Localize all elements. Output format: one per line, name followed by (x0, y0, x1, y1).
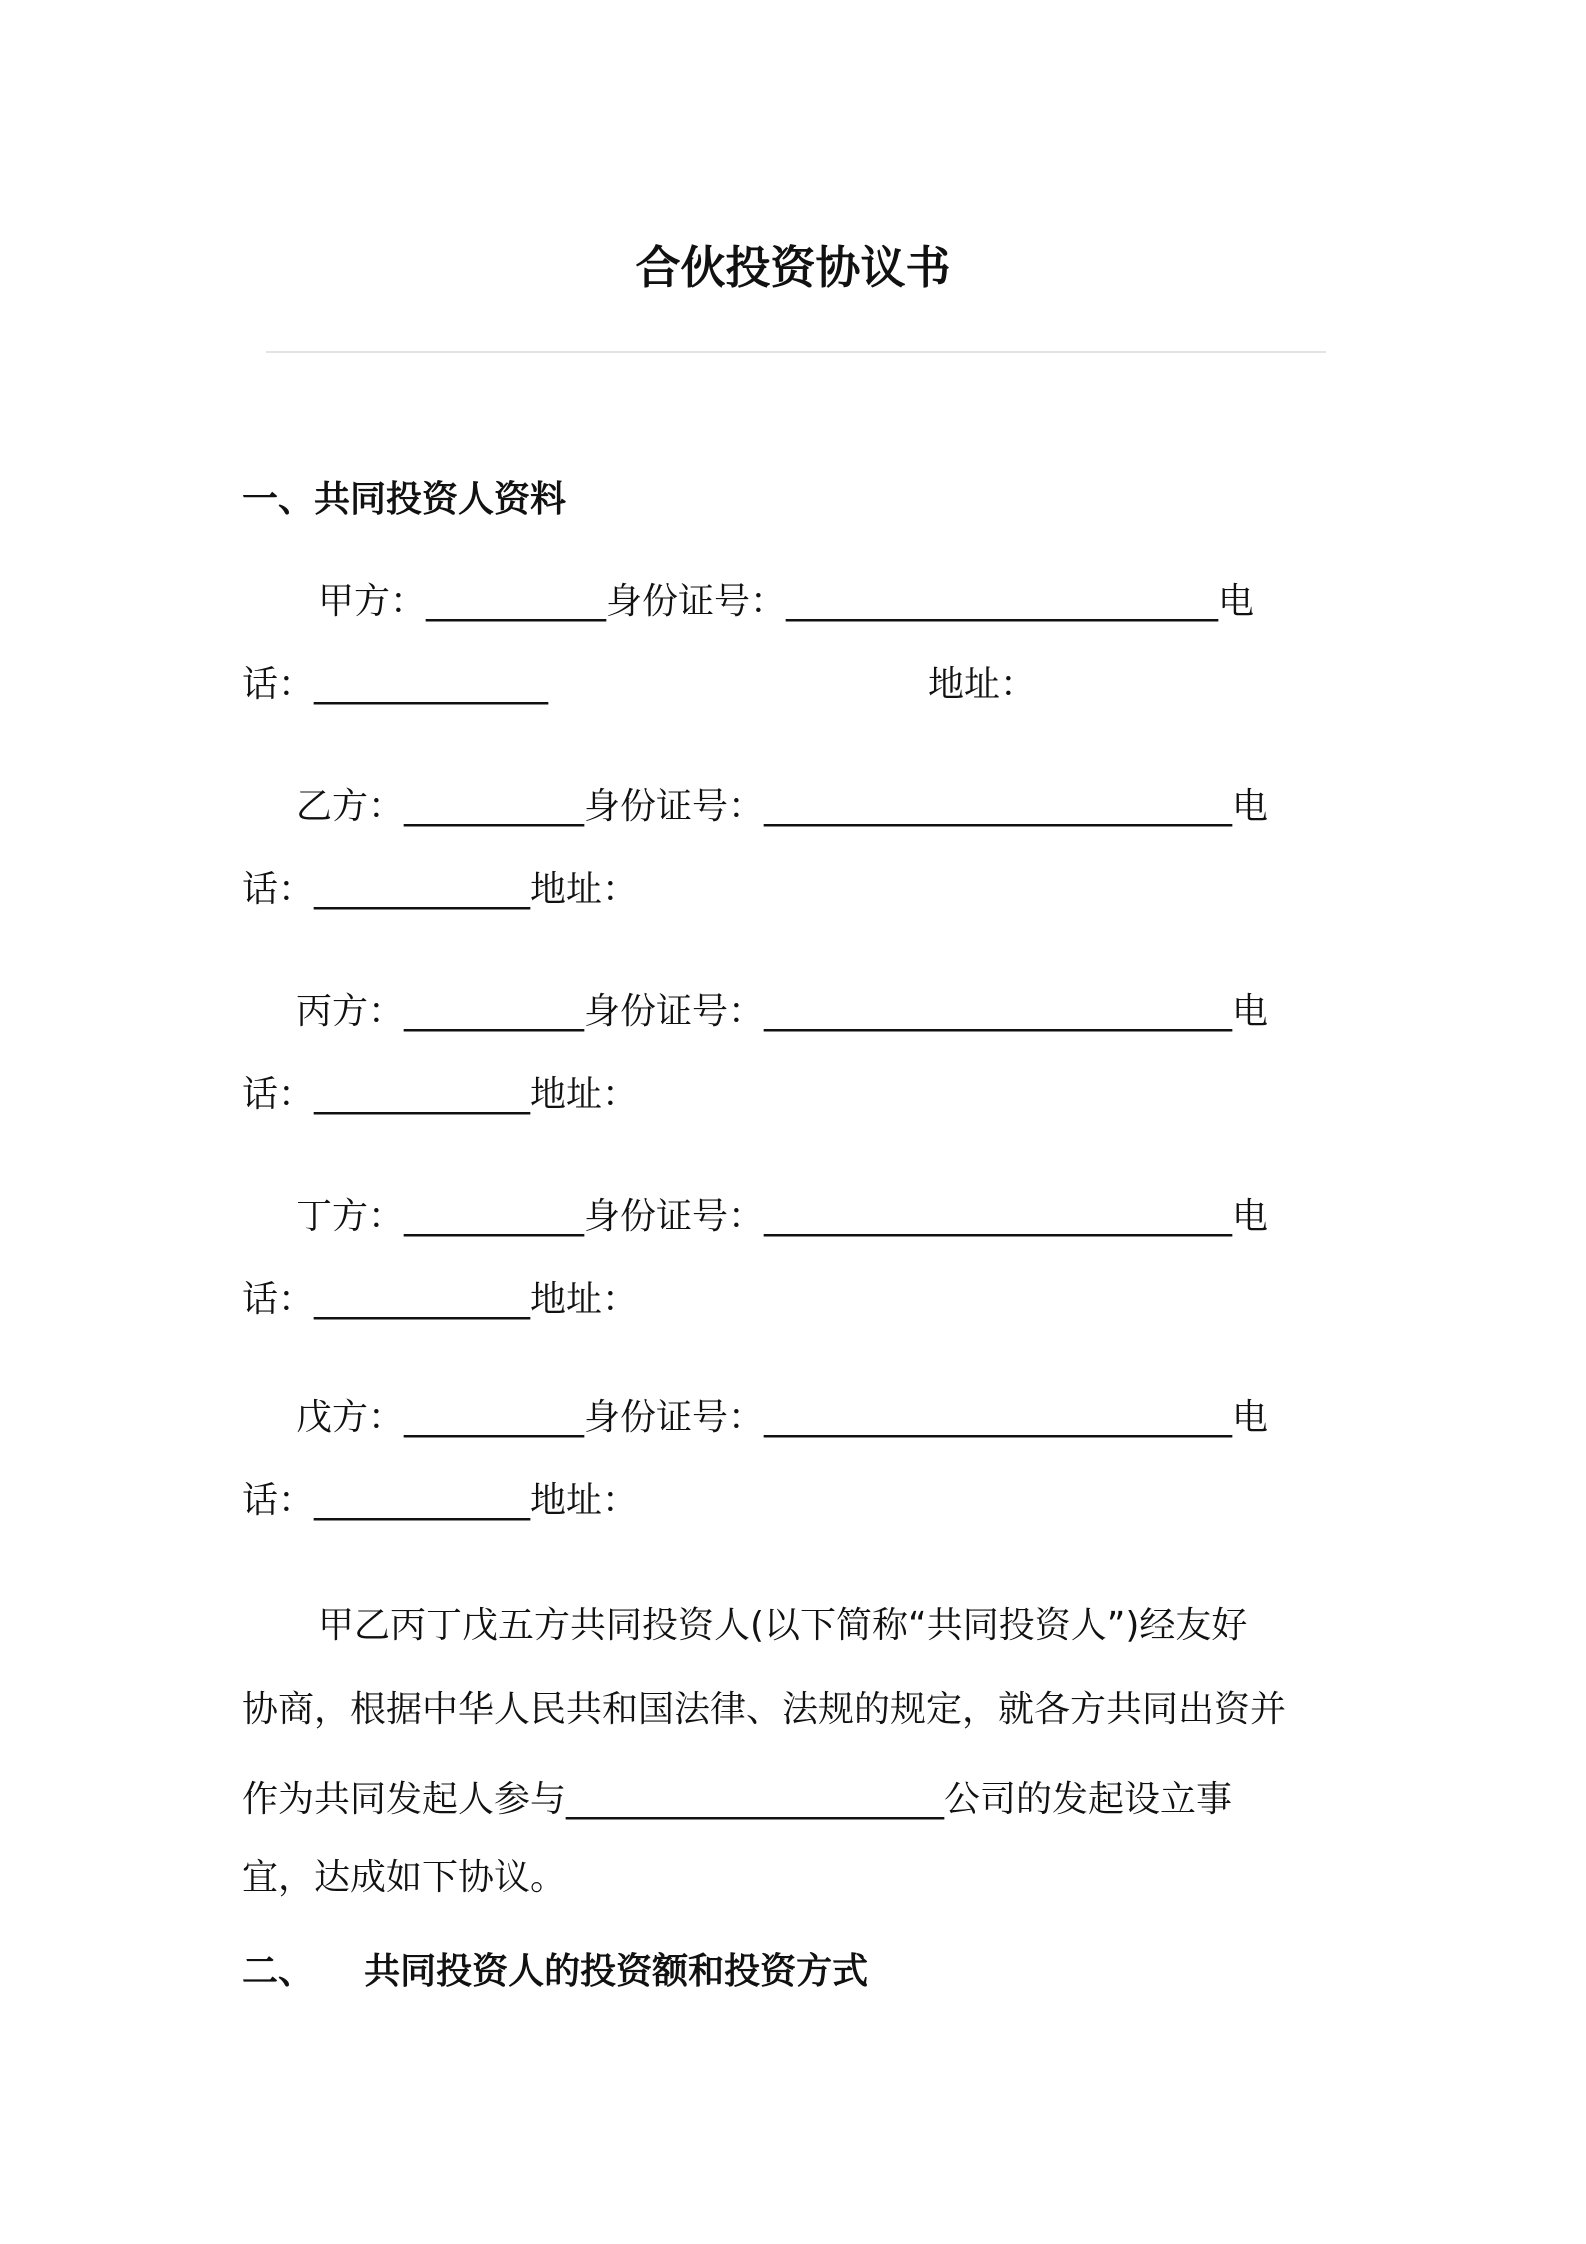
party-d-line1: 丁方：__________身份证号：__________________________电 (296, 1196, 1269, 1237)
party-e-line1: 戊方：__________身份证号：__________________________电 (296, 1397, 1269, 1438)
party-d-line2: 话：____________地址： (242, 1279, 639, 1320)
section-heading-1: 一、共同投资人资料 (242, 479, 567, 520)
paragraph-line: 协商，根据中华人民共和国法律、法规的规定，就各方共同出资并 (242, 1689, 1287, 1730)
paragraph-line: 作为共同发起人参与_____________________公司的发起设立事 (242, 1779, 1233, 1820)
party-e-line2: 话：____________地址： (242, 1480, 639, 1521)
party-a-address-label: 地址： (928, 664, 1037, 705)
party-b-line2: 话：____________地址： (242, 869, 639, 910)
party-a-line1: 甲方：__________身份证号：________________________电 (318, 581, 1255, 622)
paragraph-line: 宜，达成如下协议。 (242, 1857, 567, 1898)
party-c-line1: 丙方：__________身份证号：__________________________电 (296, 991, 1269, 1032)
paragraph-line: 甲乙丙丁戊五方共同投资人(以下简称“共同投资人”)经友好 (318, 1605, 1248, 1646)
title-divider (266, 351, 1326, 353)
section-heading-2: 二、 共同投资人的投资额和投资方式 (242, 1951, 869, 1992)
party-b-line1: 乙方：__________身份证号：__________________________电 (296, 786, 1269, 827)
party-a-line2: 话：_____________ (242, 664, 549, 705)
document-title: 合伙投资协议书 (635, 241, 951, 294)
party-c-line2: 话：____________地址： (242, 1074, 639, 1115)
